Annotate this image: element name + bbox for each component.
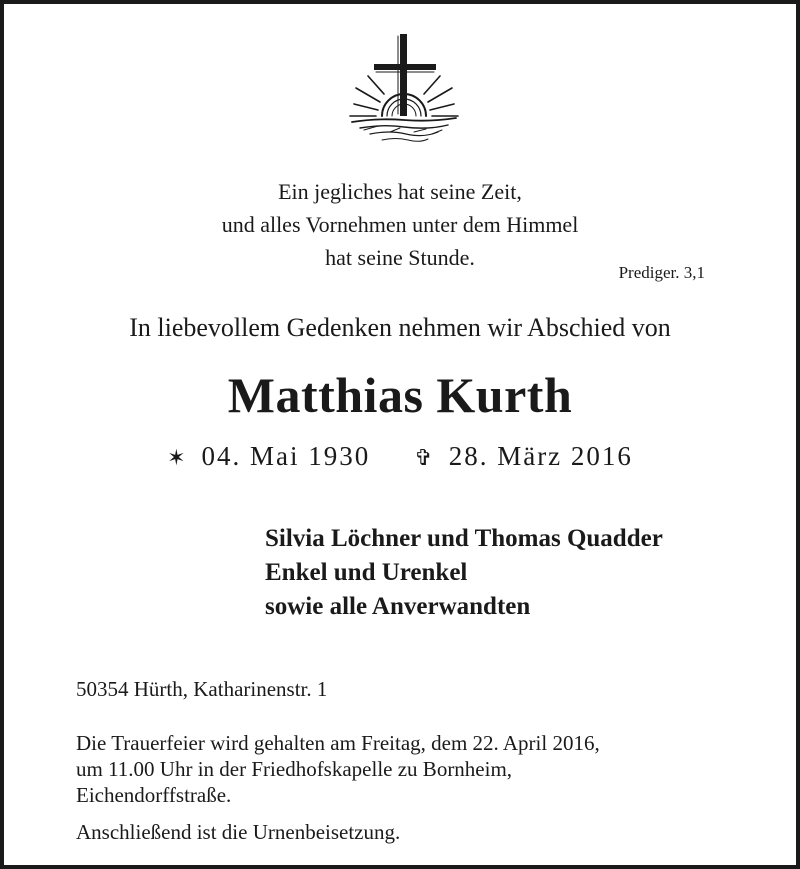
verse-line: und alles Vornehmen unter dem Himmel	[221, 212, 579, 237]
death-cross-icon: ✞	[414, 446, 435, 471]
farewell-intro: In liebevollem Gedenken nehmen wir Abschied von	[129, 313, 671, 342]
death-date: 28. März 2016	[448, 441, 633, 471]
burial-info: Anschließend ist die Urnenbeisetzung.	[76, 820, 401, 844]
ceremony-line: um 11.00 Uhr in der Friedhofskapelle zu Bornheim,	[76, 757, 513, 781]
mourner-line: Silvia Löchner und Thomas Quadder	[265, 525, 663, 552]
verse-source: Prediger. 3,1	[618, 263, 705, 282]
ceremony-info	[76, 730, 600, 808]
family-address: 50354 Hürth, Katharinenstr. 1	[76, 677, 328, 701]
bible-verse	[4, 175, 796, 274]
mourner-line: sowie alle Anverwandten	[265, 593, 531, 620]
cross-sunrise-icon	[334, 30, 474, 148]
verse-line: hat seine Stunde.	[325, 245, 475, 270]
mourner-line: Enkel und Urenkel	[265, 559, 468, 586]
life-dates	[4, 441, 796, 472]
ceremony-line: Die Trauerfeier wird gehalten am Freitag, dem 22. April 2016,	[76, 731, 600, 755]
birth-star-icon: ✶	[167, 446, 188, 471]
deceased-name: Matthias Kurth	[227, 367, 573, 423]
mourners-list	[265, 522, 663, 624]
ceremony-line: Eichendorffstraße.	[76, 783, 232, 807]
birth-date: 04. Mai 1930	[201, 441, 371, 471]
verse-line: Ein jegliches hat seine Zeit,	[278, 179, 522, 204]
